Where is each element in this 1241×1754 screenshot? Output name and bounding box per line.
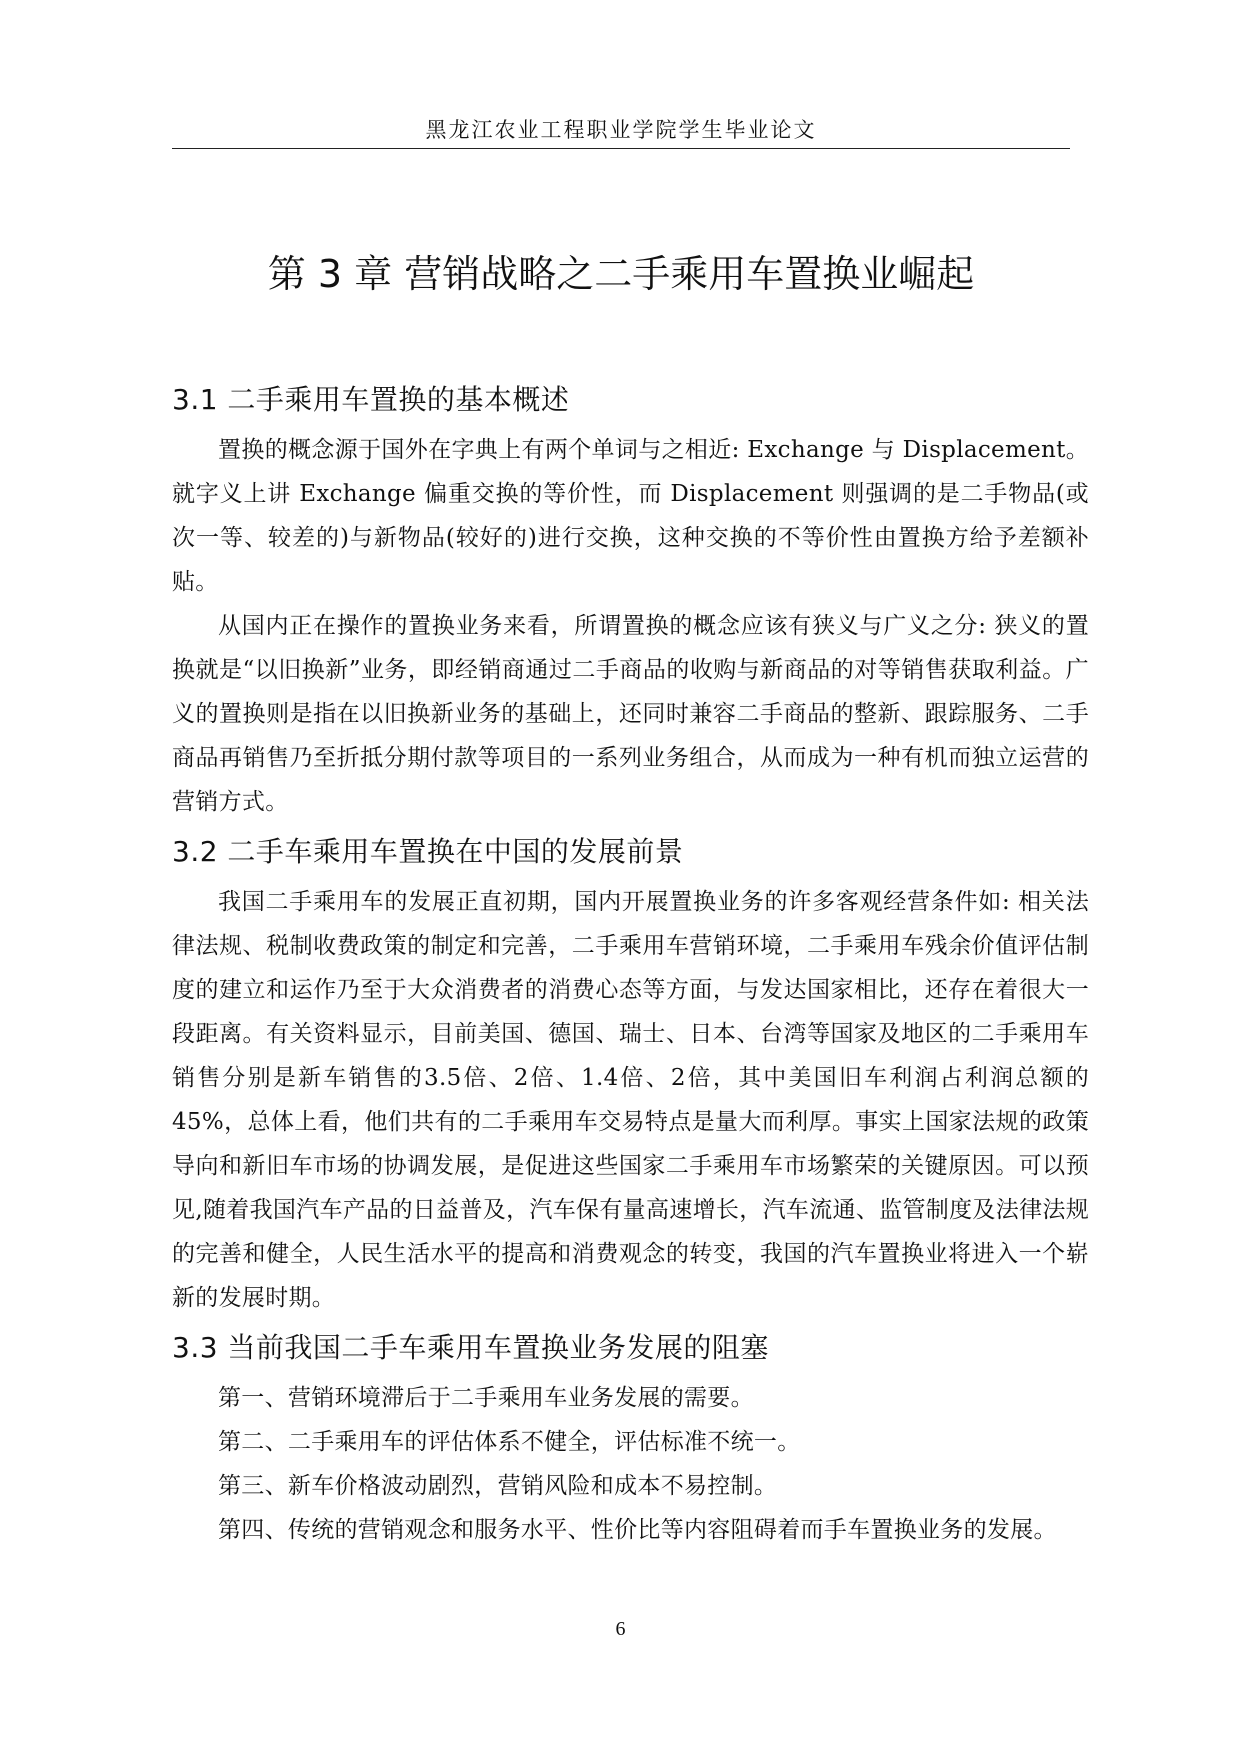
header-rule	[172, 148, 1070, 149]
page-number: 6	[615, 1618, 626, 1640]
section-heading: 3.3 当前我国二手车乘用车置换业务发展的阻塞	[172, 1331, 769, 1364]
paragraph: 置换的概念源于国外在字典上有两个单词与之相近: Exchange 与 Displacement。就字义上讲 Exchange 偏重交换的等价性，而 Displacement 则强调的是二手物品(或次一等、较差的)与新物品(较好的)进行交换，这种交换的不等价性由置换方给予差额补贴。	[172, 437, 1089, 595]
section-3-2	[172, 832, 1089, 1320]
paragraph: 从国内正在操作的置换业务来看，所谓置换的概念应该有狭义与广义之分: 狭义的置换就是“以旧换新”业务，即经销商通过二手商品的收购与新商品的对等销售获取利益。广义的置换则是指在以旧换新业务的基础上，还同时兼容二手商品的整新、跟踪服务、二手商品再销售乃至折抵分期付款等项目的一系列业务组合，从而成为一种有机而独立运营的营销方式。	[172, 613, 1089, 815]
body-content	[172, 380, 1089, 1552]
list-item: 第三、新车价格波动剧烈，营销风险和成本不易控制。	[218, 1473, 778, 1499]
section-3-3	[172, 1328, 1089, 1552]
list-item: 第二、二手乘用车的评估体系不健全，评估标准不统一。	[218, 1429, 801, 1455]
section-heading: 3.2 二手车乘用车置换在中国的发展前景	[172, 835, 684, 868]
section-3-1	[172, 380, 1089, 824]
section-heading: 3.1 二手乘用车置换的基本概述	[172, 383, 570, 416]
running-header: 黑龙江农业工程职业学院学生毕业论文	[425, 118, 817, 142]
list-item: 第一、营销环境滞后于二手乘用车业务发展的需要。	[218, 1385, 754, 1411]
chapter-title: 第 3 章 营销战略之二手乘用车置换业崛起	[267, 252, 975, 296]
list-item: 第四、传统的营销观念和服务水平、性价比等内容阻碍着而手车置换业务的发展。	[218, 1517, 1057, 1543]
paragraph: 我国二手乘用车的发展正直初期，国内开展置换业务的许多客观经营条件如: 相关法律法规、税制收费政策的制定和完善，二手乘用车营销环境，二手乘用车残余价值评估制度的建立和运作乃至于大众消费者的消费心态等方面，与发达国家相比，还存在着很大一段距离。有关资料显示，目前美国、德国、瑞士、日本、台湾等国家及地区的二手乘用车销售分别是新车销售的3.5倍、2倍、1.4倍、2倍，其中美国旧车利润占利润总额的45%，总体上看，他们共有的二手乘用车交易特点是量大而利厚。事实上国家法规的政策导向和新旧车市场的协调发展，是促进这些国家二手乘用车市场繁荣的关键原因。可以预见,随着我国汽车产品的日益普及，汽车保有量高速增长，汽车流通、监管制度及法律法规的完善和健全，人民生活水平的提高和消费观念的转变，我国的汽车置换业将进入一个崭新的发展时期。	[172, 889, 1089, 1311]
